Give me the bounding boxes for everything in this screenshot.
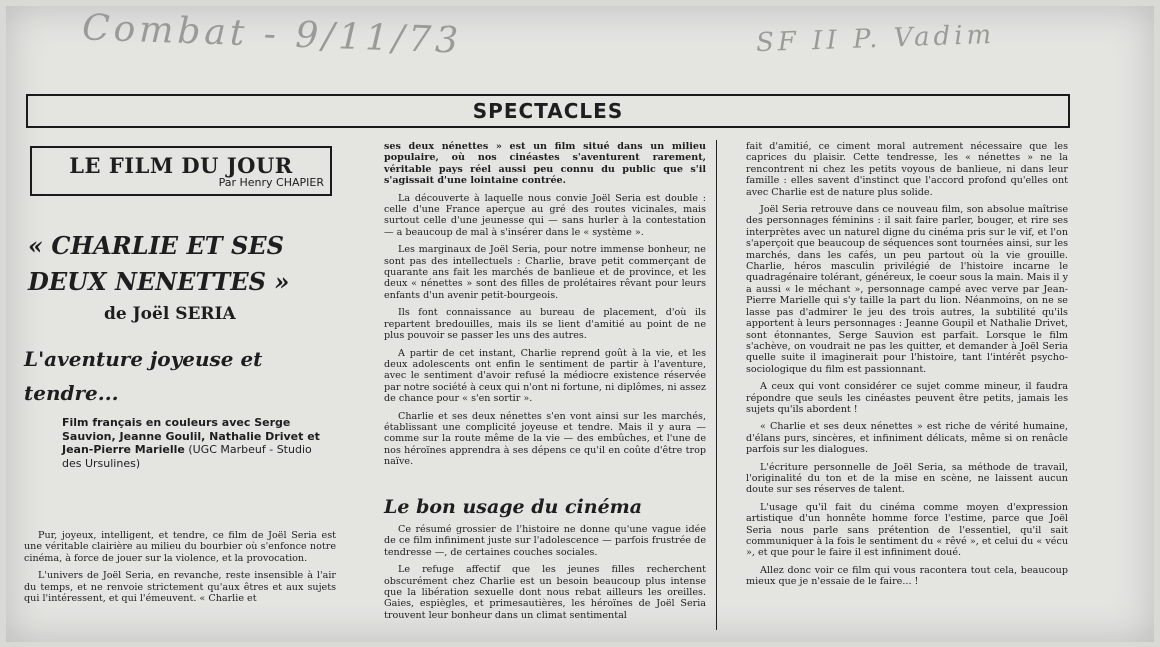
paragraph: Ils font connaissance au bureau de placement, d'où ils repartent bredouilles, mais ils se lient d'amitié au point de ne plus pouvoir se passer les uns des autres. (384, 307, 706, 342)
column-3-text (746, 141, 1068, 594)
paragraph: A partir de cet instant, Charlie reprend goût à la vie, et les deux adolescents ont enfin le sentiment de partir à l'aventure, avec le sentiment d'avoir refusé la médiocre existence réservée par notre société à ceux qui n'ont ni fortune, ni diplômes, ni assez de chance pour « s'en sortir ». (384, 347, 706, 405)
column-2-bottom-text (384, 524, 706, 627)
paragraph: Les marginaux de Joël Seria, pour notre immense bonheur, ne sont pas des intellectuels : Charlie, brave petit commerçant de quarante ans fait les marchés de banlieue et de province, et les deux « nénettes » sont des filles de prolétaires rêvant pour leurs enfants d'un avenir petit-bourgeois. (384, 244, 706, 301)
paragraph: « Charlie et ses deux nénettes » est riche de vérité humaine, d'élans purs, sincères, et infiniment délicats, même si on renâcle parfois sur les dialogues. (746, 421, 1068, 456)
byline: Par Henry CHAPIER (218, 176, 324, 189)
handwritten-annotation-right: SF II P. Vadim (755, 19, 996, 59)
paragraph: Le refuge affectif que les jeunes filles recherchent obscurément chez Charlie est un besoin beaucoup plus intense que la libération sexuelle dont nous rebat ailleurs les oreilles. Gaies, espiègles, et primesautières, les héroïnes de Joël Seria trouvent leur bonheur dans un climat sentimental (384, 564, 706, 621)
director-credit: de Joël SERIA (104, 304, 236, 324)
paragraph: Ce résumé grossier de l'histoire ne donne qu'une vague idée de ce film infiniment juste sur l'adolescence — parfois frustrée de tendresse —, de certaines couches sociales. (384, 524, 706, 558)
paragraph: A ceux qui vont considérer ce sujet comme mineur, il faudra répondre que seuls les cinéastes peuvent être petits, jamais les sujets qu'ils abordent ! (746, 381, 1068, 415)
column-1-text (24, 530, 336, 610)
headline-line-1: « CHARLIE ET SES (28, 231, 284, 260)
section-header (26, 94, 1070, 128)
article-subtitle (24, 342, 324, 410)
column-2-text (384, 141, 706, 474)
headline-line-2: DEUX NENETTES » (28, 267, 290, 296)
subtitle-line-1: L'aventure joyeuse et (24, 347, 263, 371)
handwritten-annotation-left: Combat - 9/11/73 (81, 7, 463, 62)
column-title-box (30, 146, 332, 196)
paragraph: L'usage qu'il fait du cinéma comme moyen d'expression artistique d'un honnête homme force l'estime, parce que Joël Seria nous parle sans prétention de l'essentiel, qu'il sait communiquer à la fois le sentiment du « rêvé », et celui du « vécu », et que pour le faire il est infiniment doué. (746, 501, 1068, 559)
paragraph: fait d'amitié, ce ciment moral autrement nécessaire que les caprices du plaisir. Cette tendresse, les « nénettes » ne la rencontrent ni chez les petits voyous de banlieue, ni dans leur famille : elles savent d'instinct que l'accord profond qu'elles ont avec Charlie est de nature plus solide. (746, 141, 1068, 198)
paragraph: ses deux nénettes » est un film situé dans un milieu populaire, où nos cinéastes s'aventurent rarement, véritable pays réel aussi peu connu du public que s'il s'agissait d'une lointaine contrée. (384, 141, 706, 187)
paragraph: L'univers de Joël Seria, en revanche, reste insensible à l'air du temps, et ne renvoie strictement qu'aux êtres et aux sujets qui l'intéressent, et qui l'émeuvent. « Charlie et (24, 570, 336, 605)
film-credits (62, 416, 332, 470)
section-subhead: Le bon usage du cinéma (384, 496, 643, 518)
column-divider (716, 140, 717, 630)
paragraph: Charlie et ses deux nénettes s'en vont ainsi sur les marchés, établissant une complicité joyeuse et tendre. Mais il y aura — comme sur la route même de la vie — des embûches, et l'une de nos héroïnes apprendra à ses dépens ce qu'il en coûte d'être trop naïve. (384, 410, 706, 468)
paragraph: Joël Seria retrouve dans ce nouveau film, son absolue maîtrise des personnages féminins : il sait faire parler, bouger, et rire ses interprètes avec un naturel digne du cinéma pris sur le vif, et l'on s'aperçoit que beaucoup de séquences sont tournées ainsi, sur les marchés, dans les cafés, un peu partout où la vie grouille. Charlie, héros masculin privilégié de l'histoire incarne le quadragénaire tolérant, généreux, le coeur sous la main. Mais il y a aussi « le méchant », personnage campé avec verve par Jean-Pierre Marielle qui s'y taille la part du lion. Néanmoins, on ne se lasse pas d'admirer le jeu des trois autres, la subtilité qu'ils apportent à leurs personnages : Jeanne Goupil et Nathalie Drivet, sont étonnantes, Serge Sauvion est parfait. Lorsque le film s'achève, on voudrait ne pas les quitter, et demander à Joël Seria quelle suite il imaginerait pour l'histoire, tant l'intérêt psycho-sociologique du film est passionnant. (746, 204, 1068, 375)
credits-cast: Film français en couleurs avec Serge Sauvion, Jeanne Goulil, Nathalie Drivet et Jean-Pierre Marielle (62, 416, 320, 456)
paragraph: La découverte à laquelle nous convie Joël Seria est double : celle d'une France aperçue au gré des routes vicinales, mais surtout celle d'une jeunesse qui — sans hurler à la contestation — a beaucoup de mal à s'insérer dans le « système ». (384, 192, 706, 238)
subtitle-line-2: tendre... (24, 381, 119, 405)
paragraph: Allez donc voir ce film qui vous racontera tout cela, beaucoup mieux que je n'essaie de le faire... ! (746, 564, 1068, 588)
column-title: LE FILM DU JOUR (69, 153, 293, 178)
credits-cinemas: (UGC Marbeuf - Studio des Ursulines) (62, 443, 312, 470)
headline (28, 228, 338, 300)
section-title: SPECTACLES (472, 99, 624, 123)
paragraph: L'écriture personnelle de Joël Seria, sa méthode de travail, l'originalité du ton et de la mise en scène, ne laissent aucun doute sur ses réserves de talent. (746, 461, 1068, 496)
paragraph: Pur, joyeux, intelligent, et tendre, ce film de Joël Seria est une véritable clairière au milieu du bourbier où s'enfonce notre cinéma, à force de jouer sur la violence, et la provocation. (24, 530, 336, 564)
